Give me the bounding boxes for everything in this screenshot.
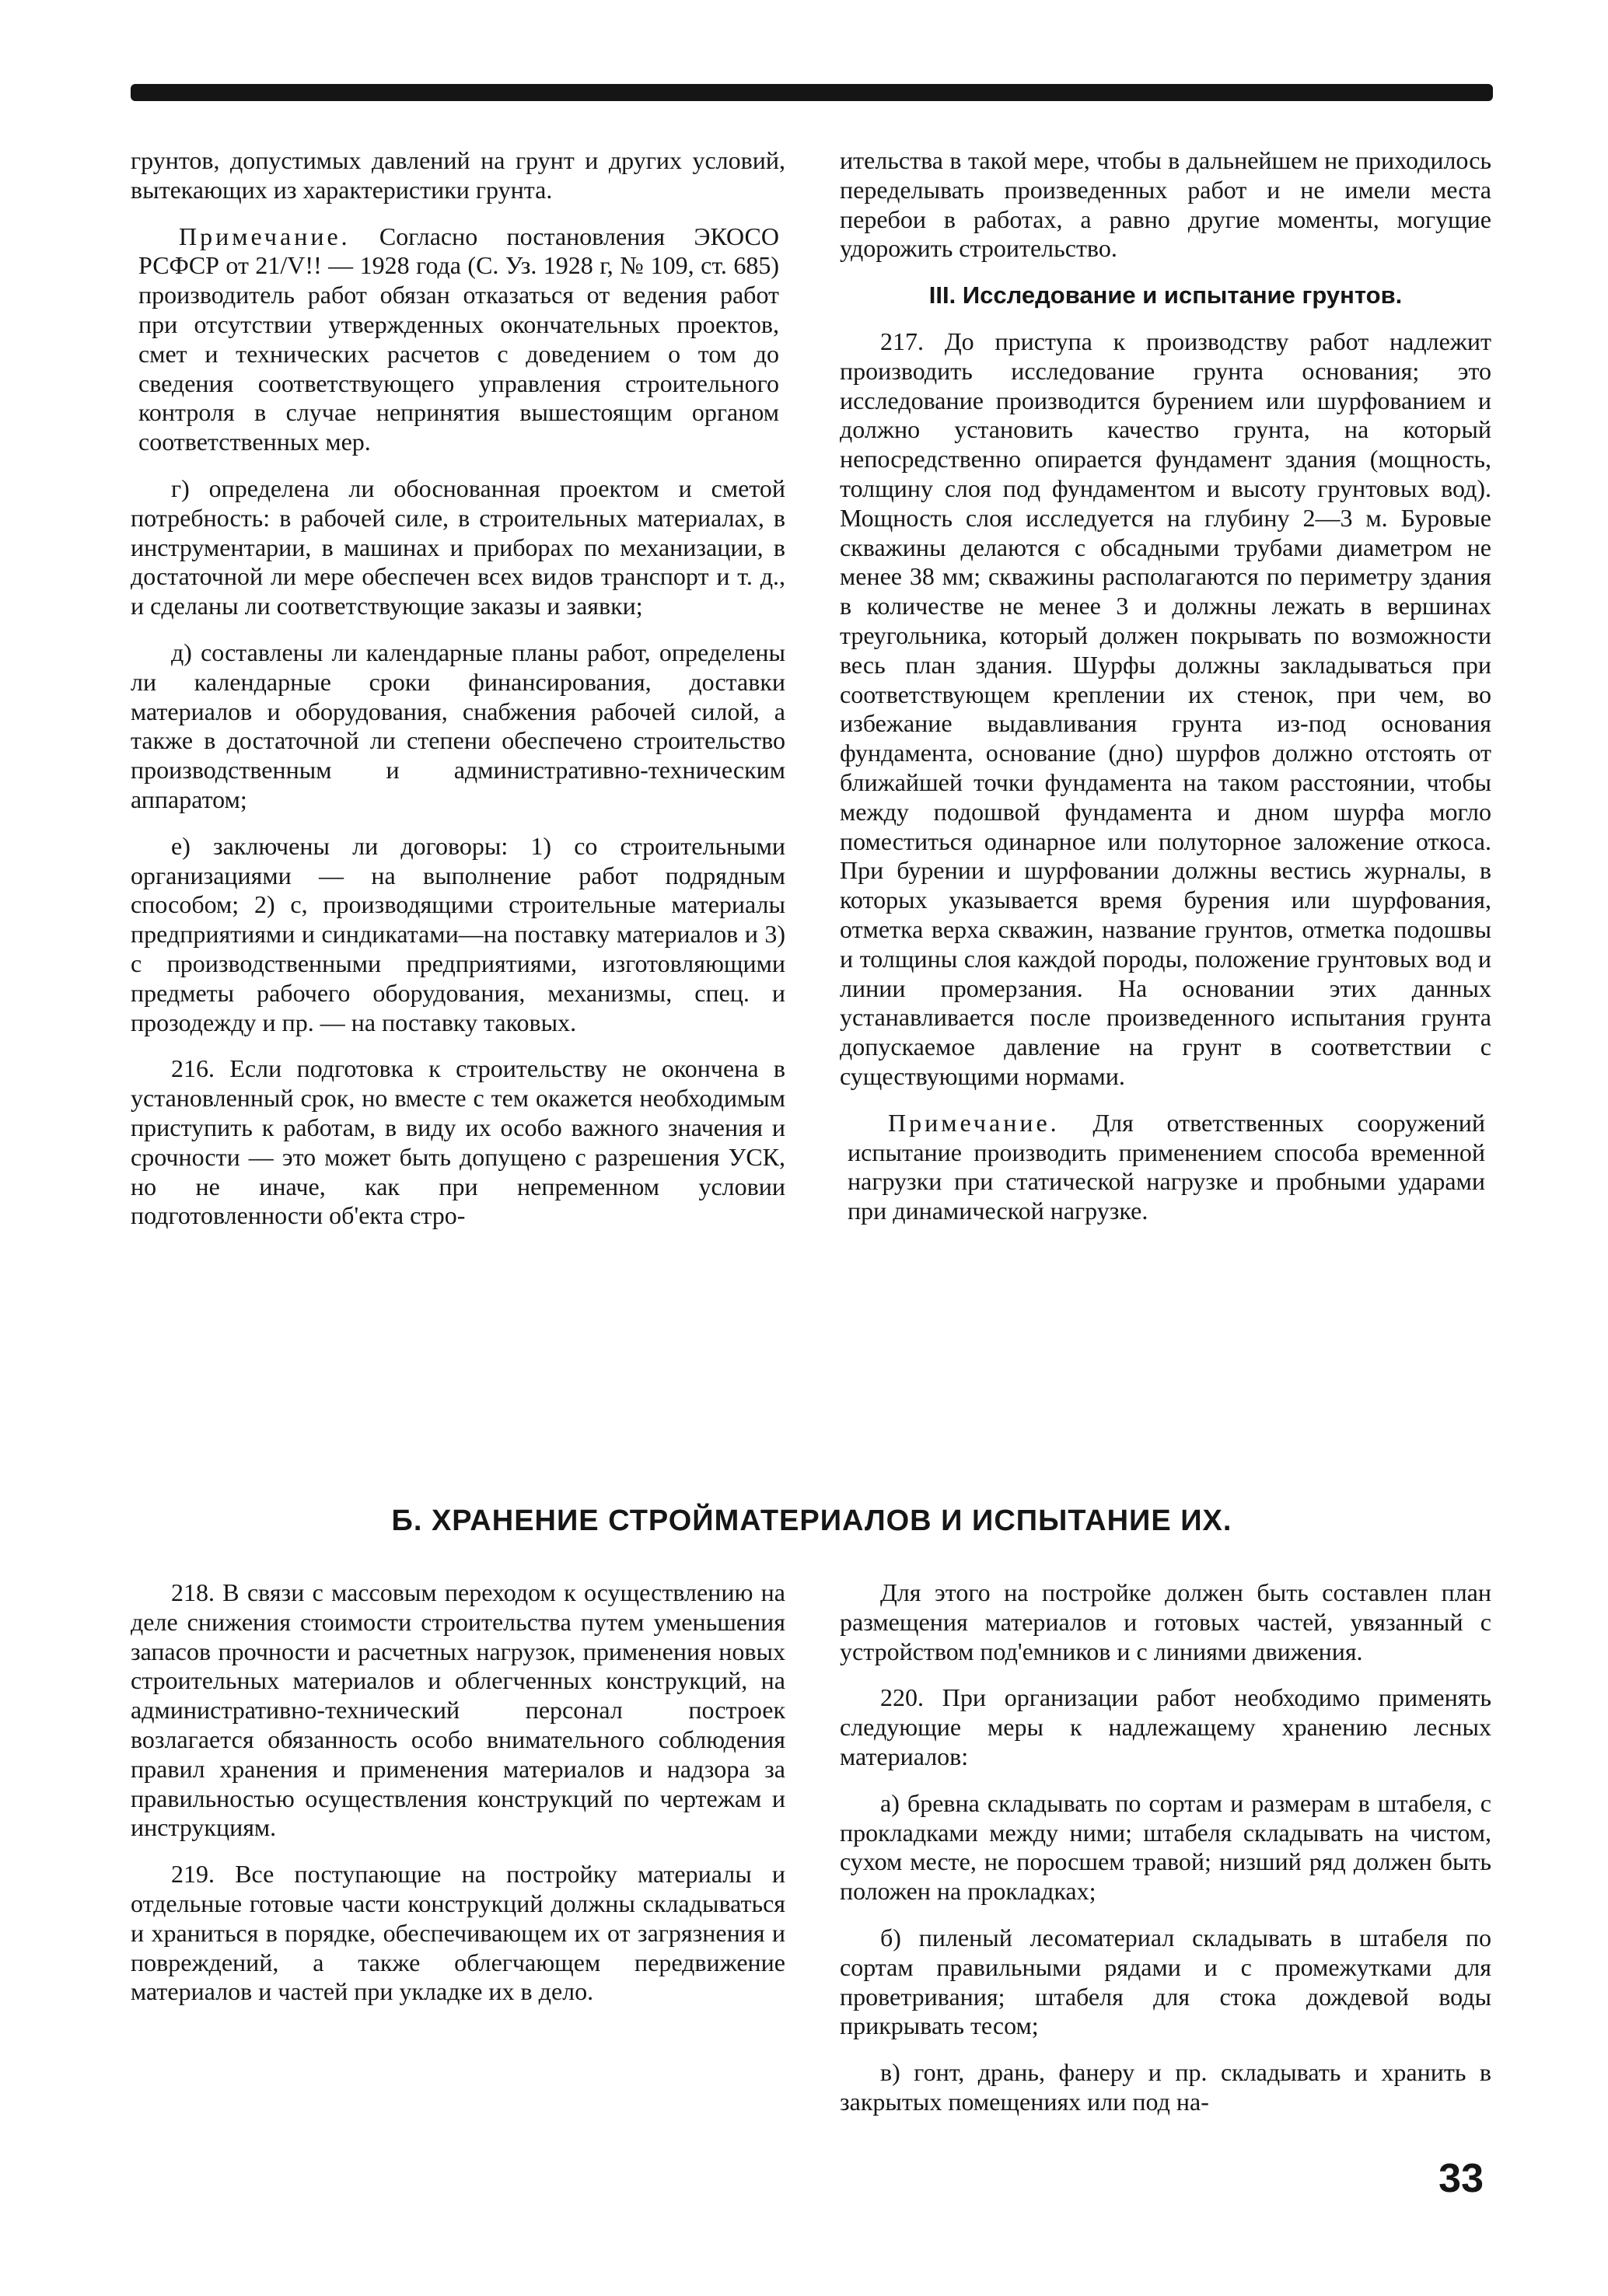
paragraph-b: б) пиленый лесоматериал складывать в штабеля по сортам правильными рядами и с промежутками для проветривания; штабеля для стока дождевой воды прикрывать тесом; bbox=[840, 1923, 1491, 2040]
note-label: Примечание. bbox=[179, 222, 351, 250]
paragraph-217: 217. До приступа к производству работ надлежит производить исследование грунта основания; это исследование производится бурением или шурфованием и должно установить качество грунта, на который непосредственно опирается фундамент здания (мощность, толщину слоя под фундаментом и высоту грунтовых вод). Мощность слоя исследуется на глубину 2—3 м. Буровые скважины делаются с обсадными трубами диаметром не менее 38 мм; скважины располагаются по периметру здания в количестве не менее 3 и должны лежать в вершинах треугольника, который должен покрывать по возможности весь план здания. Шурфы должны закладываться при соответствующем креплении их стенок, при чем, во избежание выдавливания грунта из-под основания фундамента, основание (дно) шурфов должно отстоять от ближайшей точки фундамента на таком расстоянии, чтобы между подошвой фундамента и дном шурфа могло поместиться одинарное или полуторное заложение откоса. При бурении и шурфовании должны вестись журналы, в которых указывается время бурения или шурфования, отметка верха скважин, название грунтов, отметка подошвы и толщины слоя каждой породы, положение грунтовых вод и линии промерзания. На основании этих данных устанавливается после произведенного испытания грунта допускаемое давление на грунт в соответствии с существующими нормами. bbox=[840, 327, 1491, 1090]
paragraph-d: д) составлены ли календарные планы работ, определены ли календарные сроки финансирования, доставки материалов и оборудования, снабжения рабочей силой, а также в достаточной ли степени обеспечено строительство производственным и административно-техническим аппаратом; bbox=[131, 638, 785, 813]
paragraph-219: 219. Все поступающие на постройку материалы и отдельные готовые части конструкций должны складываться и храниться в порядке, обеспечивающем их от загрязнения и повреждений, а также облегчающем передвижение материалов и частей при укладке их в дело. bbox=[131, 1860, 785, 2006]
paragraph-g: г) определена ли обоснованная проектом и сметой потребность: в рабочей силе, в строительных материалах, в инструментарии, в машинах и приборах по механизации, в достаточной ли мере обеспечен всех видов транспорт и т. д., и сделаны ли соответствующие заказы и заявки; bbox=[131, 474, 785, 620]
note-paragraph bbox=[138, 222, 779, 457]
note-text: Для ответственных сооружений испытание производить применением способа временной нагрузки при статической нагрузке и пробными ударами при динамической нагрузке. bbox=[848, 1108, 1486, 1225]
paragraph-218: 218. В связи с массовым переходом к осуществлению на деле снижения стоимости строительства путем уменьшения запасов прочности и расчетных нагрузок, применения новых строительных материалов и облегченных конструкций, на административно-технический персонал построек возлагается обязанность особо внимательного соблюдения правил хранения и применения материалов и надзора за правильностью осуществления конструкций по чертежам и инструкциям. bbox=[131, 1578, 785, 1842]
note-label: Примечание. bbox=[888, 1108, 1060, 1137]
paragraph-e: е) заключены ли договоры: 1) со строительными организациями — на выполнение работ подрядным способом; 2) с, производящими строительные материалы предприятиями и синдикатами—на поставку материалов и 3) с производственными предприятиями, изготовляющими предметы рабочего оборудования, механизмы, спец. и прозодежду и пр. — на поставку таковых. bbox=[131, 831, 785, 1036]
upper-right-column bbox=[840, 146, 1491, 1243]
upper-left-column bbox=[131, 146, 785, 1248]
paragraph-216: 216. Если подготовка к строительству не окончена в установленный срок, но вместе с тем окажется необходимым приступить к работам, в виду их особо важного значения и срочности — это может быть допущено с разрешения УСК, но не иначе, как при непременном условии подготовленности об'екта стро- bbox=[131, 1054, 785, 1230]
page-number: 33 bbox=[1438, 2156, 1484, 2201]
note-text: Согласно постановления ЭКОСО РСФСР от 21/V!! — 1928 года (С. Уз. 1928 г, № 109, ст. 685) производитель работ обязан отказаться от ведения работ при отсутствии утвержденных окончательных проектов, смет и технических расчетов с доведением о том до сведения соответствующего управления строительного контроля в случае непринятия вышестоящим органом соответственных мер. bbox=[138, 222, 780, 456]
paragraph-continuation: грунтов, допустимых давлений на грунт и других условий, вытекающих из характеристики грунта. bbox=[131, 146, 785, 204]
paragraph-v: в) гонт, дрань, фанеру и пр. складывать и хранить в закрытых помещениях или под на- bbox=[840, 2058, 1491, 2116]
section-heading: III. Исследование и испытание грунтов. bbox=[928, 281, 1403, 309]
paragraph-continuation: Для этого на постройке должен быть составлен план размещения материалов и готовых частей, увязанный с устройством под'емников и с линиями движения. bbox=[840, 1578, 1491, 1665]
lower-left-column bbox=[131, 1578, 785, 2024]
paragraph-a: а) бревна складывать по сортам и размерам в штабеля, с прокладками между ними; штабеля складывать на чистом, сухом месте, не поросшем травой; низший ряд должен быть положен на прокладках; bbox=[840, 1788, 1491, 1906]
lower-right-column bbox=[840, 1578, 1491, 2134]
top-rule bbox=[131, 84, 1493, 101]
note-paragraph bbox=[848, 1109, 1485, 1226]
section-b-title: Б. ХРАНЕНИЕ СТРОЙМАТЕРИАЛОВ И ИСПЫТАНИЕ ИХ. bbox=[391, 1504, 1232, 1537]
paragraph-220: 220. При организации работ необходимо применять следующие меры к надлежащему хранению лесных материалов: bbox=[840, 1683, 1491, 1770]
paragraph-continuation: ительства в такой мере, чтобы в дальнейшем не приходилось переделывать произведенных работ и не имели места перебои в работах, а равно другие моменты, могущие удорожить строительство. bbox=[840, 146, 1491, 263]
